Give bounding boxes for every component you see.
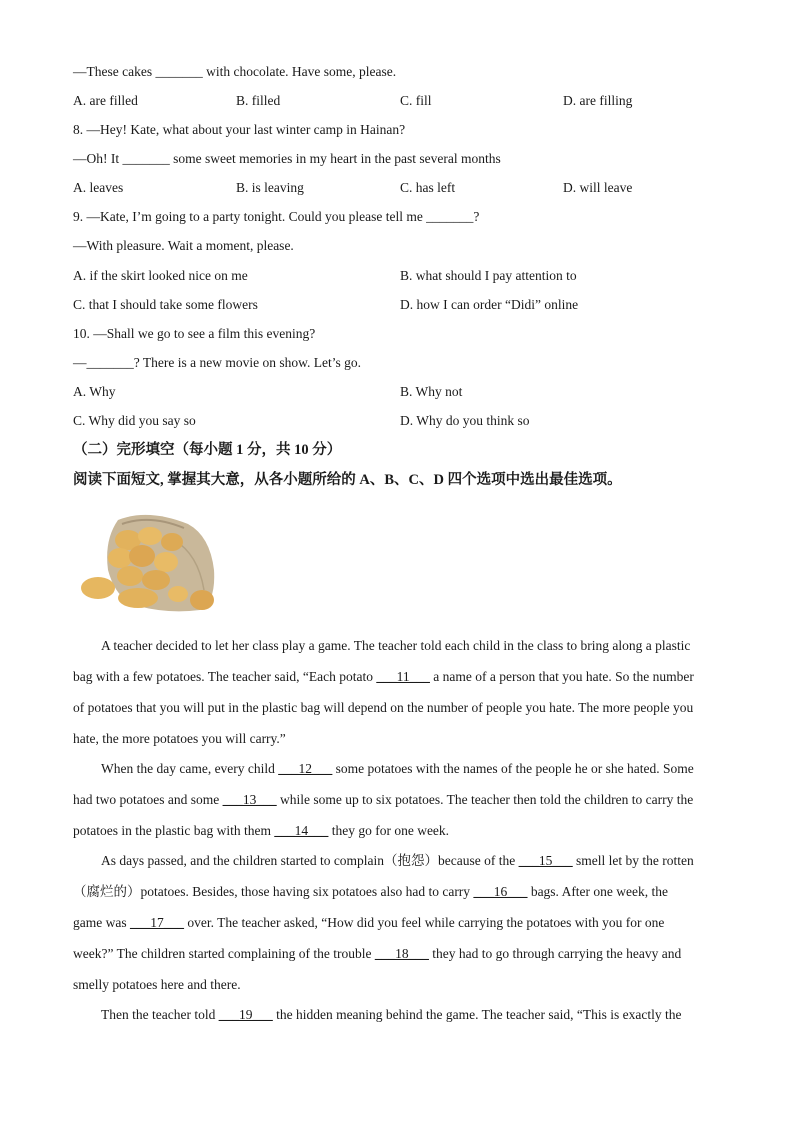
q10-reply: —_______? There is a new movie on show. Let’s go.: [73, 355, 361, 370]
blank-13[interactable]: ___13___: [222, 792, 277, 807]
passage-text: bag with a few potatoes. The teacher said, “Each potato: [73, 669, 377, 684]
passage-line: [73, 883, 723, 901]
q7-line: —These cakes _______ with chocolate. Have some, please.: [73, 64, 397, 79]
q9-option-d[interactable]: D. how I can order “Didi” online: [400, 297, 579, 312]
blank-18[interactable]: ___18___: [374, 946, 429, 961]
q7-option-b[interactable]: B. filled: [236, 93, 281, 108]
passage-text: some potatoes with the names of the people he or she hated. Some: [332, 761, 694, 776]
section-title: （二）完形填空（每小题 1 分，共 10 分）: [73, 442, 342, 458]
q8-option-a[interactable]: A. leaves: [73, 180, 124, 195]
passage-line: [73, 914, 723, 932]
passage-line: [101, 852, 751, 870]
passage-text: over. The teacher asked, “How did you feel while carrying the potatoes with you for one: [183, 915, 665, 930]
passage-line: [73, 945, 723, 963]
passage-text: the hidden meaning behind the game. The teacher said, “This is exactly the: [272, 1007, 682, 1022]
section-instruction: 阅读下面短文, 掌握其大意，从各小题所给的 A、B、C、D 四个选项中选出最佳选项。: [73, 472, 622, 488]
passage-line: [73, 791, 723, 809]
q8-stem: 8. —Hey! Kate, what about your last winter camp in Hainan?: [73, 122, 406, 137]
q9-option-b[interactable]: B. what should I pay attention to: [400, 268, 577, 283]
passage-text: Then the teacher told: [101, 1007, 219, 1022]
blank-17[interactable]: ___17___: [129, 915, 184, 930]
blank-14[interactable]: ___14___: [274, 823, 329, 838]
passage-line: of potatoes that you will put in the plastic bag will depend on the number of people you hate. The more people you: [73, 700, 694, 715]
passage-text: a name of a person that you hate. So the number: [429, 669, 694, 684]
q8-option-b[interactable]: B. is leaving: [236, 180, 304, 195]
blank-11[interactable]: ___11___: [376, 669, 430, 684]
blank-15[interactable]: ___15___: [518, 853, 573, 868]
q8-option-c[interactable]: C. has left: [400, 180, 456, 195]
q9-stem: 9. —Kate, I’m going to a party tonight. Could you please tell me _______?: [73, 209, 480, 224]
passage-line: A teacher decided to let her class play a game. The teacher told each child in the class to bring along a plastic: [101, 638, 691, 653]
q10-option-a[interactable]: A. Why: [73, 384, 116, 399]
passage-text: they go for one week.: [328, 823, 450, 838]
passage-line: smelly potatoes here and there.: [73, 977, 241, 992]
q10-option-c[interactable]: C. Why did you say so: [73, 413, 196, 428]
q7-option-c[interactable]: C. fill: [400, 93, 432, 108]
passage-text: （腐烂的）potatoes. Besides, those having six potatoes also had to carry: [73, 884, 474, 899]
q9-reply: —With pleasure. Wait a moment, please.: [73, 238, 294, 253]
blank-12[interactable]: ___12___: [278, 761, 333, 776]
passage-line: [101, 760, 751, 778]
passage-text: potatoes in the plastic bag with them: [73, 823, 275, 838]
passage-line: hate, the more potatoes you will carry.”: [73, 731, 286, 746]
passage-line: [73, 822, 723, 840]
passage-text: bags. After one week, the: [527, 884, 669, 899]
passage-text: they had to go through carrying the heavy and: [428, 946, 682, 961]
q7-option-a[interactable]: A. are filled: [73, 93, 138, 108]
potato-sack-image: [78, 510, 216, 614]
q10-stem: 10. —Shall we go to see a film this evening?: [73, 326, 316, 341]
q9-option-c[interactable]: C. that I should take some flowers: [73, 297, 258, 312]
q9-option-a[interactable]: A. if the skirt looked nice on me: [73, 268, 248, 283]
passage-text: smell let by the rotten: [572, 853, 694, 868]
q8-option-d[interactable]: D. will leave: [563, 180, 633, 195]
passage-text: week?” The children started complaining of the trouble: [73, 946, 375, 961]
passage-text: game was: [73, 915, 130, 930]
q7-option-d[interactable]: D. are filling: [563, 93, 633, 108]
passage-text: had two potatoes and some: [73, 792, 223, 807]
q10-option-b[interactable]: B. Why not: [400, 384, 463, 399]
passage-text: while some up to six potatoes. The teacher then told the children to carry the: [276, 792, 694, 807]
blank-16[interactable]: ___16___: [473, 884, 528, 899]
passage-line: [101, 1006, 751, 1024]
q10-option-d[interactable]: D. Why do you think so: [400, 413, 530, 428]
q8-reply: —Oh! It _______ some sweet memories in my heart in the past several months: [73, 151, 501, 166]
passage-text: As days passed, and the children started to complain（抱怨）because of the: [101, 853, 519, 868]
passage-text: When the day came, every child: [101, 761, 279, 776]
passage-line: [73, 668, 723, 686]
blank-19[interactable]: ___19___: [218, 1007, 273, 1022]
